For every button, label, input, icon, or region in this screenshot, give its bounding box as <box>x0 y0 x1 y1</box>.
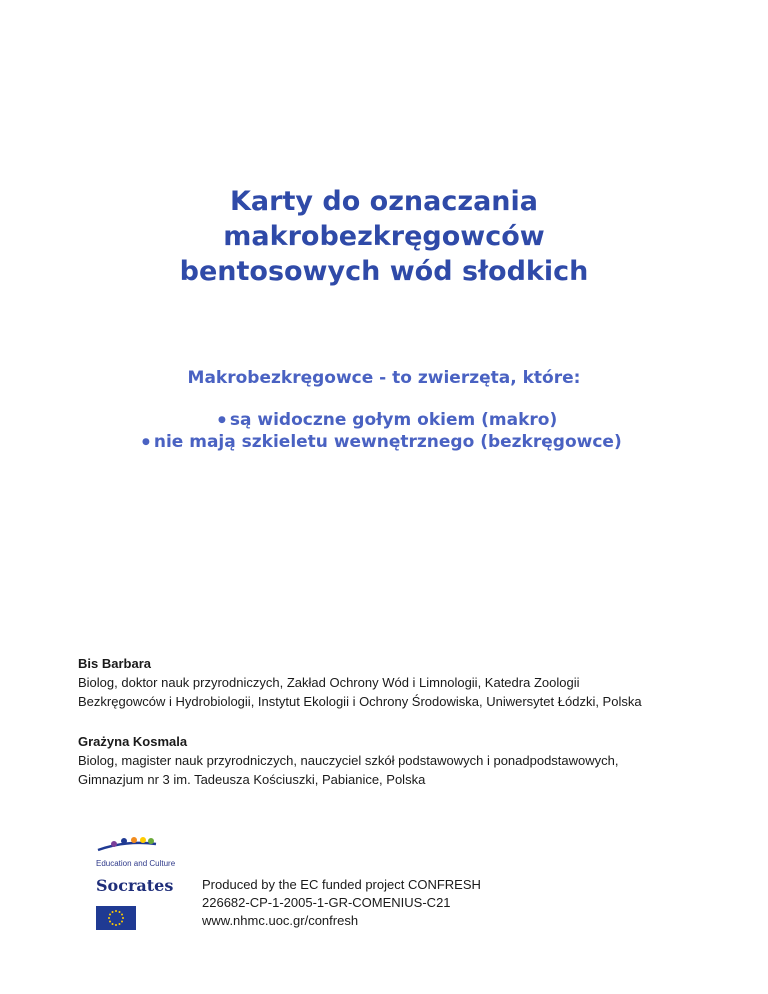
bullet-text: nie mają szkieletu wewnętrznego (bezkręgowce) <box>153 432 622 452</box>
bullet-item <box>218 410 557 430</box>
bullet-dot-icon: ● <box>218 415 226 425</box>
bullet-dot-icon: ● <box>142 437 150 447</box>
title-line-3: bentosowych wód słodkich <box>179 256 589 287</box>
author-description-line: Gimnazjum nr 3 im. Tadeusza Kościuszki, Pabianice, Polska <box>78 772 426 787</box>
author-description-line: Bezkręgowców i Hydrobiologii, Instytut Ekologii i Ochrony Środowiska, Uniwersytet Łódzki, Polska <box>78 694 642 709</box>
author-description-line: Biolog, doktor nauk przyrodniczych, Zakład Ochrony Wód i Limnologii, Katedra Zoologii <box>78 675 580 690</box>
author-block <box>78 732 718 789</box>
socrates-logo <box>96 836 186 895</box>
document-title <box>0 184 768 289</box>
author-name: Bis Barbara <box>78 656 151 671</box>
people-logo-icon <box>96 836 158 856</box>
project-info-line: 226682-CP-1-2005-1-GR-COMENIUS-C21 <box>202 895 451 910</box>
education-culture-label: Education and Culture <box>96 859 176 868</box>
project-info <box>202 876 481 930</box>
bullet-item <box>142 432 622 452</box>
eu-flag-icon <box>96 906 136 930</box>
subtitle: Makrobezkręgowce - to zwierzęta, które: <box>187 368 581 388</box>
author-block <box>78 654 718 711</box>
bullet-text: są widoczne gołym okiem (makro) <box>229 410 558 430</box>
title-line-1: Karty do oznaczania <box>230 186 538 217</box>
project-url: www.nhmc.uoc.gr/confresh <box>202 913 359 928</box>
socrates-label: Socrates <box>96 876 174 895</box>
title-line-2: makrobezkręgowców <box>223 221 545 252</box>
author-name: Grażyna Kosmala <box>78 734 188 749</box>
project-info-line: Produced by the EC funded project CONFRESH <box>202 877 481 892</box>
author-description-line: Biolog, magister nauk przyrodniczych, nauczyciel szkół podstawowych i ponadpodstawowych, <box>78 753 619 768</box>
